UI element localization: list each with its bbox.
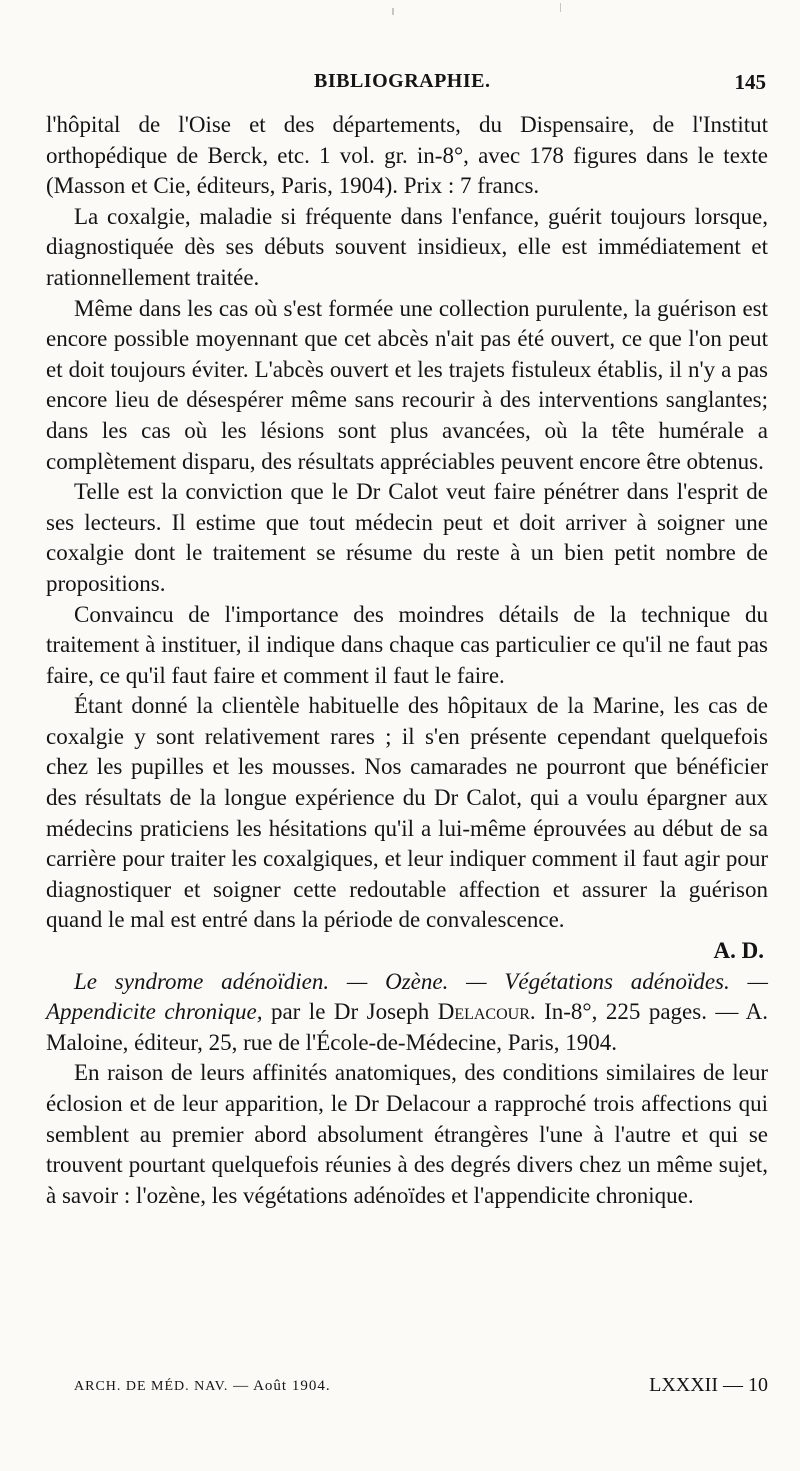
review2-paragraph: En raison de leurs affinités anatomiques, des conditions similaires de leur éclosion et de leur apparition, le Dr Delacour a rapproché trois affections qui semblent au premier abord absolument étrangères l'une à l'autre et qui se trouvent pourtant quelquefois réunies à des degrés divers chez un même sujet, à savoir : l'ozène, les végétations adénoïdes et l'appendicite chronique. xyxy=(46,1060,768,1208)
running-header xyxy=(46,70,766,100)
footer-journal-line xyxy=(74,1378,331,1395)
review1-paragraph: Même dans les cas où s'est formée une collection purulente, la guérison est encore possible moyennant que cet abcès n'ait pas été ouvert, ce que l'on peut et doit toujours éviter. L'abcès ouvert et les trajets fistuleux établis, il n'y a pas encore lieu de désespérer même sans recourir à des interventions sanglantes; dans les cas où les lésions sont plus avancées, où la tête humérale a complètement disparu, des résultats appréciables peuvent encore être obtenus. xyxy=(46,295,768,474)
review2-details: . In-8°, 225 pages. — A. Maloine, éditeur, 25, rue de l'École-de-Médecine, Paris, 1904. xyxy=(46,999,768,1055)
review1-paragraph: Convaincu de l'importance des moindres détails de la technique du traitement à instituer, il indique dans chaque cas particulier ce qu'il ne faut pas faire, ce qu'il faut faire et comment il faut le faire. xyxy=(46,601,768,688)
review1-intro: l'hôpital de l'Oise et des départements, du Dispensaire, de l'Institut orthopédique de Berck, etc. 1 vol. gr. in-8°, avec 178 figures dans le texte (Masson et Cie, éditeurs, Paris, 1904). Prix : 7 francs. xyxy=(46,112,768,199)
review2-by: par le Dr Joseph xyxy=(262,999,438,1025)
review1-paragraph: Telle est la conviction que le Dr Calot veut faire pénétrer dans l'esprit de ses lecteurs. Il estime que tout médecin peut et doit arriver à soigner une coxalgie dont le traitement se résume du reste à un bien petit nombre de propositions. xyxy=(46,479,768,596)
footer-date: — Août 1904. xyxy=(233,1378,331,1394)
paper-speck xyxy=(392,8,394,15)
review2-citation xyxy=(46,967,768,1059)
review1-signature: A. D. xyxy=(713,938,764,964)
paper-speck xyxy=(560,3,561,12)
review2-title: Le syndrome adénoïdien. — Ozène. — Végétations adénoïdes. — Appendicite chronique, xyxy=(46,968,768,1025)
footer-signature-mark: LXXXII — 10 xyxy=(649,1374,768,1396)
review1-paragraph: La coxalgie, maladie si fréquente dans l'enfance, guérit toujours lorsque, diagnostiquée dès ses débuts souvent insidieux, elle est immédiatement et rationnellement traitée. xyxy=(46,203,768,290)
page-footer xyxy=(74,1374,768,1404)
review2-author: Delacour xyxy=(437,999,530,1025)
page-number: 145 xyxy=(734,70,766,94)
footer-journal: ARCH. DE MÉD. NAV. xyxy=(74,1379,229,1394)
page-body xyxy=(46,110,768,1211)
section-title: BIBLIOGRAPHIE. xyxy=(314,70,491,92)
review1-paragraph: Étant donné la clientèle habituelle des hôpitaux de la Marine, les cas de coxalgie y sont relativement rares ; il s'en présente cependant quelquefois chez les pupilles et les mousses. Nos camarades ne pourront que bénéficier des résultats de la longue expérience du Dr Calot, qui a voulu épargner aux médecins praticiens les hésitations qu'il a lui-même éprouvées au début de sa carrière pour traiter les coxalgiques, et leur indiquer comment il faut agir pour diagnostiquer et soigner cette redoutable affection et assurer la guérison quand le mal est entré dans la période de convalescence. xyxy=(46,693,768,933)
